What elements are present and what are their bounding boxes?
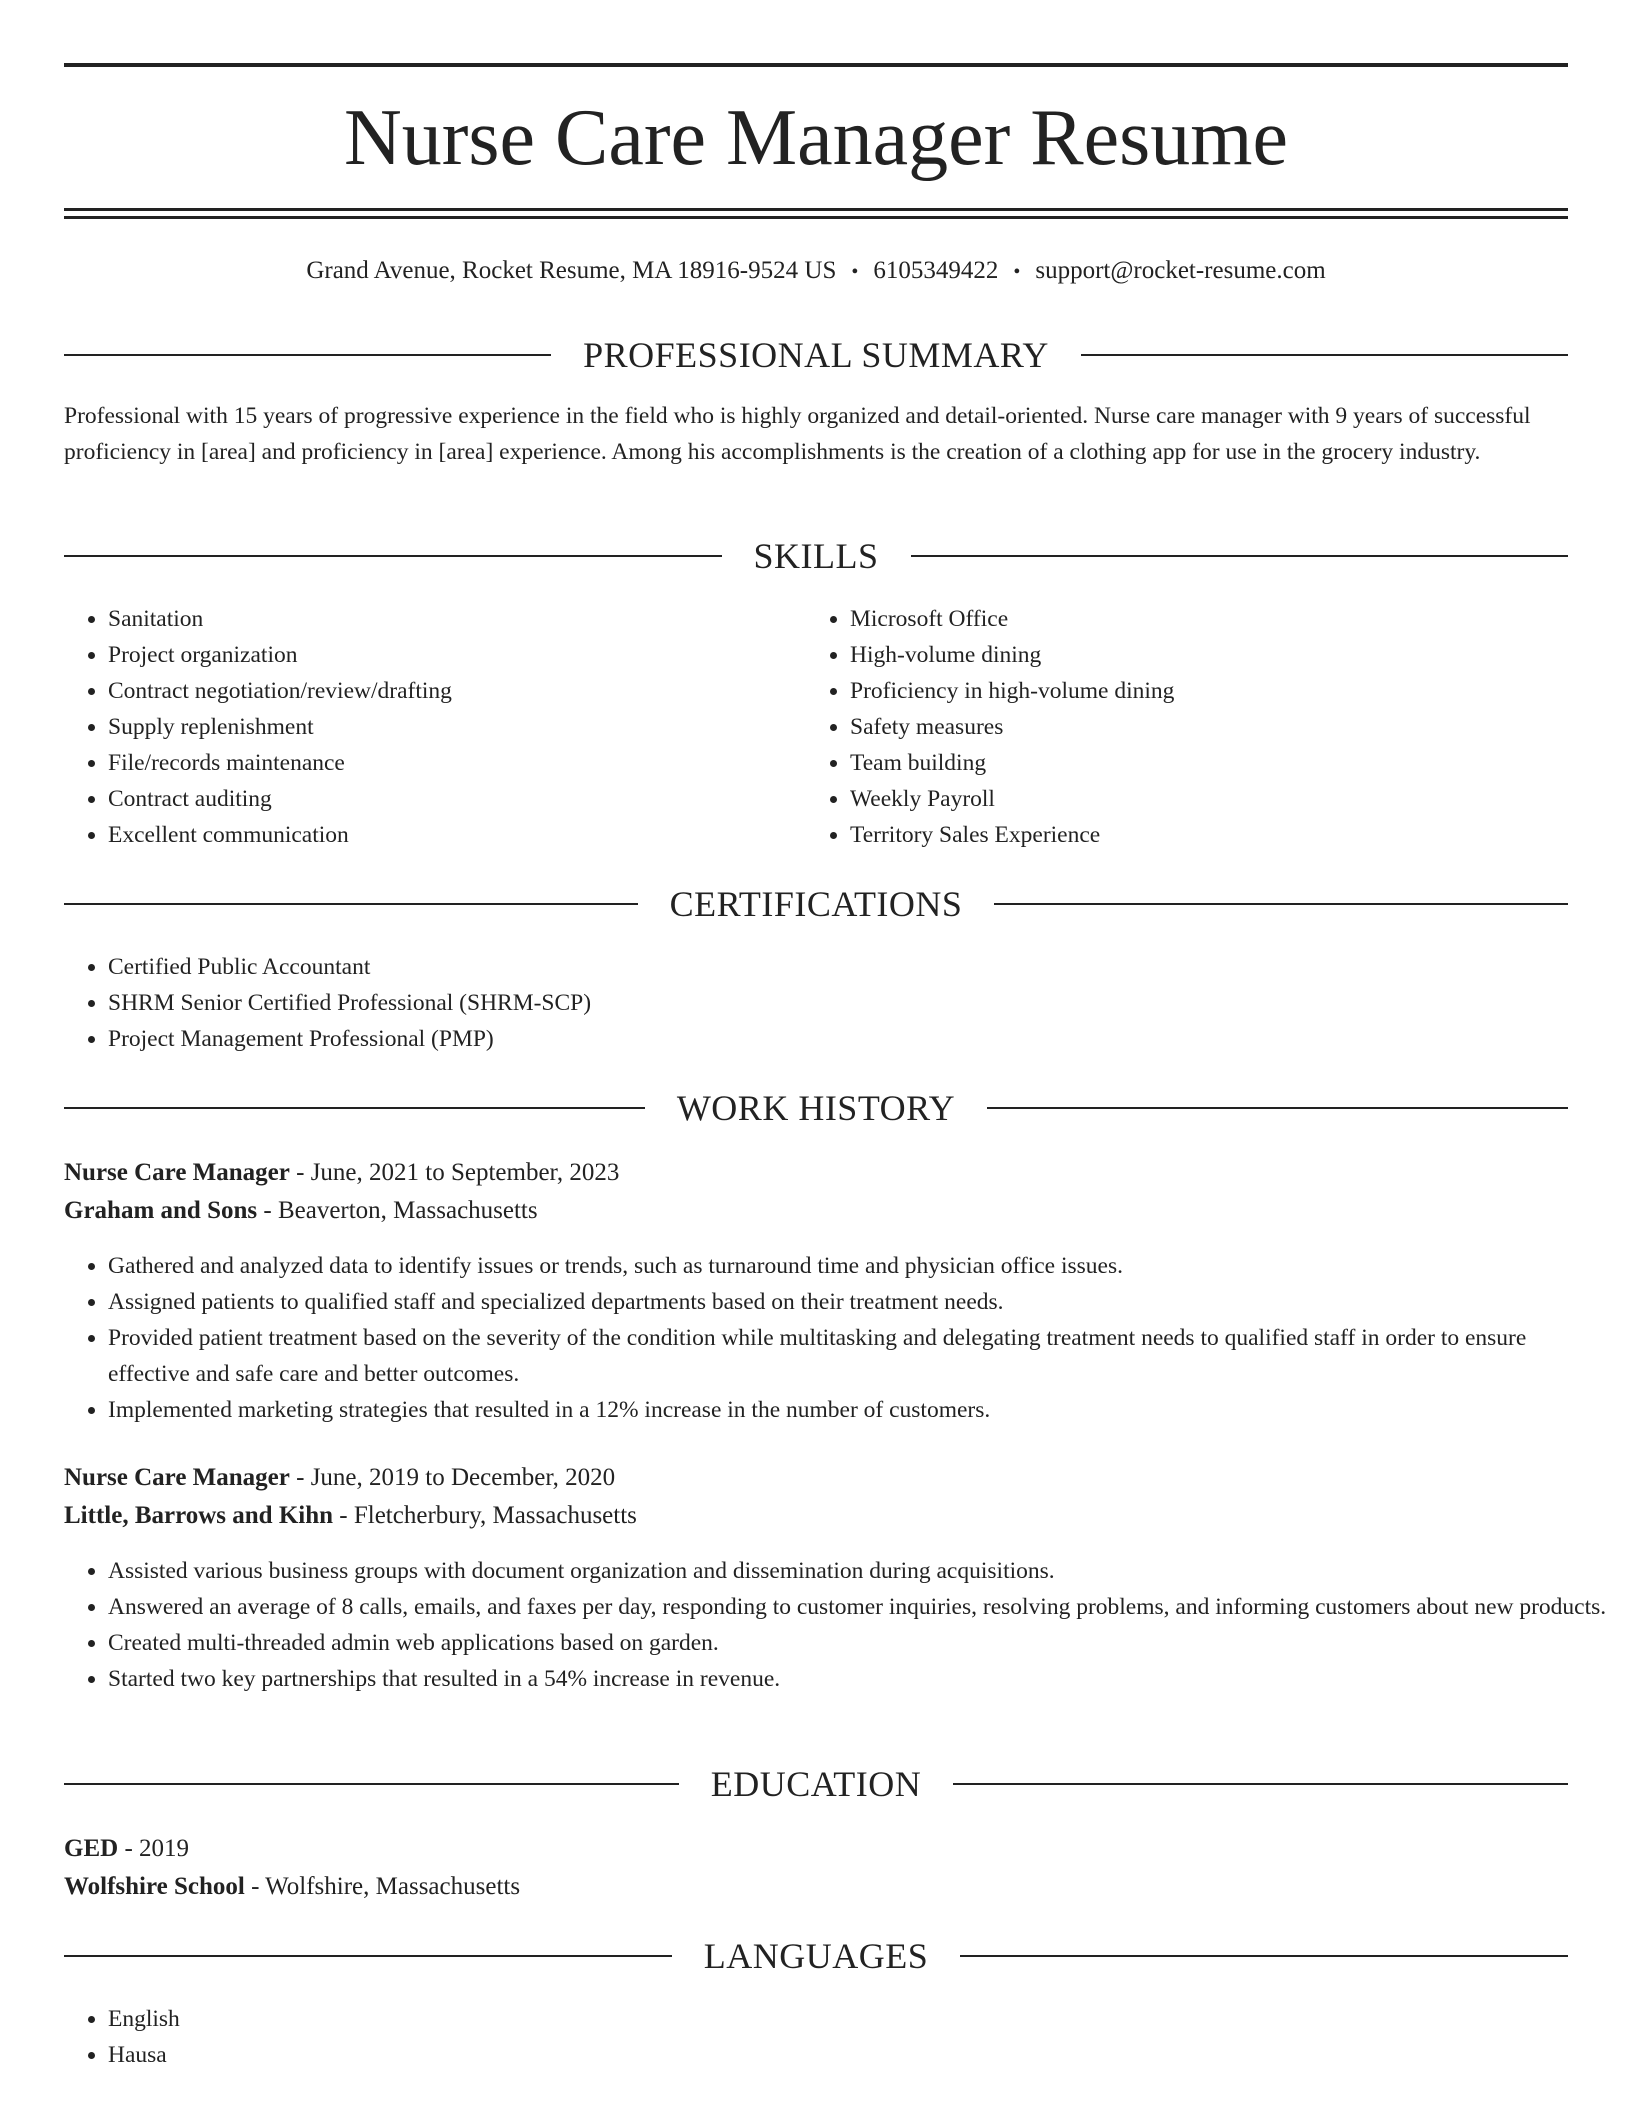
- job-location: - Fletcherbury, Massachusetts: [333, 1502, 637, 1529]
- skill-item: • Excellent communication: [108, 817, 808, 853]
- skill-item: • Contract auditing: [108, 781, 808, 817]
- education-heading-label: EDUCATION: [710, 1764, 922, 1804]
- education-location: - Wolfshire, Massachusetts: [244, 1873, 521, 1900]
- heading-rule-right: [911, 555, 1569, 557]
- resume-title: Nurse Care Manager Resume: [343, 94, 1289, 182]
- summary-heading: [64, 331, 1568, 379]
- job-bullet: • Provided patient treatment based on the severity of the condition while multitasking and delegating treatment needs to qualified staff in order to ensure effective and safe care and better outcomes.: [108, 1320, 1612, 1392]
- skill-item: • Sanitation: [108, 601, 808, 637]
- skill-item: • Team building: [850, 745, 1550, 781]
- skill-item: • Weekly Payroll: [850, 781, 1550, 817]
- heading-rule-right: [987, 1107, 1568, 1109]
- job-bullet: • Started two key partnerships that resulted in a 54% increase in revenue.: [108, 1661, 1612, 1697]
- heading-rule-right: [1081, 354, 1568, 356]
- contact-address: Grand Avenue, Rocket Resume, MA 18916-9524 US: [306, 257, 837, 284]
- skills-heading-label: SKILLS: [753, 536, 879, 576]
- job-dates: - June, 2021 to September, 2023: [289, 1159, 620, 1186]
- certifications-heading: [64, 880, 1568, 928]
- skill-item: • Project organization: [108, 637, 808, 673]
- education-year: - 2019: [118, 1835, 190, 1862]
- job-bullet: • Assigned patients to qualified staff and specialized departments based on their treatment needs.: [108, 1284, 1612, 1320]
- language-item: • Hausa: [108, 2037, 708, 2073]
- language-item: • English: [108, 2001, 708, 2037]
- work-heading-label: WORK HISTORY: [676, 1088, 956, 1128]
- education-school: Wolfshire School: [64, 1873, 245, 1900]
- heading-rule-left: [64, 1955, 672, 1957]
- top-rule: [64, 63, 1568, 67]
- heading-rule-left: [64, 903, 638, 905]
- job-title-line: [64, 1154, 1568, 1192]
- certifications-heading-label: CERTIFICATIONS: [669, 884, 963, 924]
- skill-item: • Supply replenishment: [108, 709, 808, 745]
- heading-rule-left: [64, 1783, 679, 1785]
- contact-separator: •: [851, 261, 859, 283]
- job-bullets: [64, 1553, 1612, 1697]
- languages-heading-label: LANGUAGES: [703, 1936, 929, 1976]
- contact-separator: •: [1013, 261, 1021, 283]
- job-bullet: • Gathered and analyzed data to identify issues or trends, such as turnaround time and physician office issues.: [108, 1248, 1612, 1284]
- certifications-list: [64, 949, 1568, 1057]
- job-bullet: • Answered an average of 8 calls, emails, and faxes per day, responding to customer inquiries, resolving problems, and informing customers about new products.: [108, 1589, 1612, 1625]
- heading-rule-left: [64, 354, 551, 356]
- job-company-line: [64, 1497, 1568, 1535]
- certification-item: • SHRM Senior Certified Professional (SHRM-SCP): [108, 985, 1568, 1021]
- work-heading: [64, 1084, 1568, 1132]
- skill-item: • Territory Sales Experience: [850, 817, 1550, 853]
- contact-phone: 6105349422: [873, 257, 999, 284]
- job-bullet: • Implemented marketing strategies that resulted in a 12% increase in the number of customers.: [108, 1392, 1612, 1428]
- job-title-line: [64, 1459, 1568, 1497]
- skill-item: • Contract negotiation/review/drafting: [108, 673, 808, 709]
- heading-rule-right: [953, 1783, 1568, 1785]
- heading-rule-right: [960, 1955, 1568, 1957]
- title-double-rule-lower: [64, 216, 1568, 219]
- skill-item: • Safety measures: [850, 709, 1550, 745]
- job-company-line: [64, 1192, 1568, 1230]
- education-degree: GED: [64, 1835, 119, 1862]
- contact-line: [64, 253, 1568, 290]
- skills-heading: [64, 532, 1568, 580]
- skills-list-right: [806, 601, 1550, 853]
- contact-email: support@rocket-resume.com: [1035, 257, 1326, 284]
- job-title: Nurse Care Manager: [64, 1159, 290, 1186]
- job-dates: - June, 2019 to December, 2020: [289, 1464, 616, 1491]
- languages-list: [64, 2001, 708, 2073]
- education-degree-line: [64, 1830, 1568, 1868]
- heading-rule-left: [64, 555, 722, 557]
- job-title: Nurse Care Manager: [64, 1464, 290, 1491]
- skill-item: • File/records maintenance: [108, 745, 808, 781]
- skill-item: • Microsoft Office: [850, 601, 1550, 637]
- education-school-line: [64, 1868, 1568, 1906]
- certification-item: • Project Management Professional (PMP): [108, 1021, 1568, 1057]
- summary-text: Professional with 15 years of progressive experience in the field who is highly organized and detail-oriented. Nurse care manager with 9 years of successful proficiency in [area] and proficiency in [area] experience. Among his accomplishments is the creation of a clothing app for use in the grocery industry.: [64, 403, 1531, 465]
- heading-rule-left: [64, 1107, 645, 1109]
- job-bullets: [64, 1248, 1612, 1428]
- title-double-rule-upper: [64, 208, 1568, 211]
- skill-item: • Proficiency in high-volume dining: [850, 673, 1550, 709]
- certification-item: • Certified Public Accountant: [108, 949, 1568, 985]
- job-company: Graham and Sons: [64, 1197, 258, 1224]
- summary-heading-label: PROFESSIONAL SUMMARY: [583, 335, 1049, 375]
- job-company: Little, Barrows and Kihn: [64, 1502, 334, 1529]
- job-location: - Beaverton, Massachusetts: [257, 1197, 538, 1224]
- job-bullet: • Created multi-threaded admin web applications based on garden.: [108, 1625, 1612, 1661]
- job-bullet: • Assisted various business groups with document organization and dissemination during acquisitions.: [108, 1553, 1612, 1589]
- skills-list-left: [64, 601, 808, 853]
- education-heading: [64, 1760, 1568, 1808]
- languages-heading: [64, 1932, 1568, 1980]
- skill-item: • High-volume dining: [850, 637, 1550, 673]
- heading-rule-right: [994, 903, 1568, 905]
